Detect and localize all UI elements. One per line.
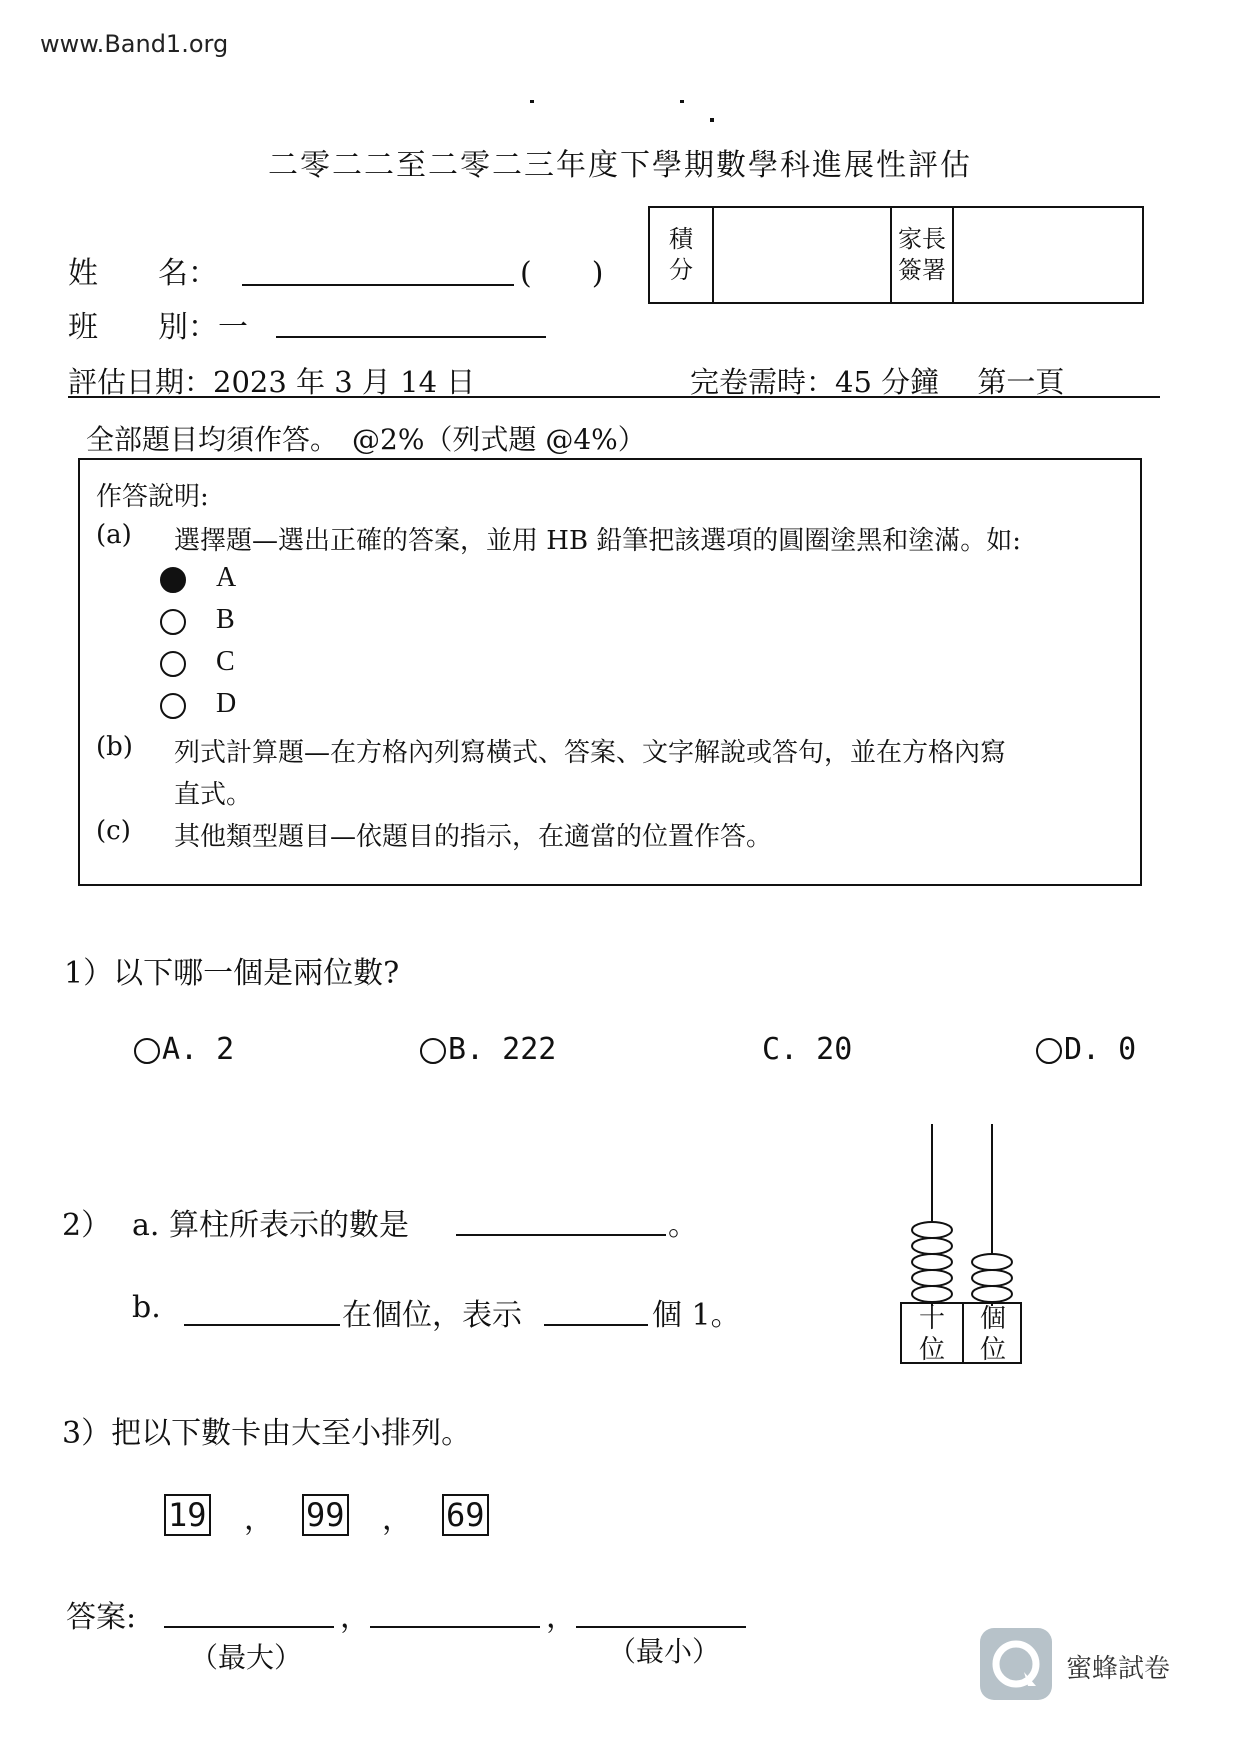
instruction-c-text: 其他類型題目—依題目的指示，在適當的位置作答。 [174, 822, 773, 852]
q1-choice-c[interactable]: C. 20 [762, 1032, 853, 1067]
q1-choice-b[interactable]: B. 222 [420, 1032, 556, 1067]
example-option-c: C [160, 646, 235, 678]
abacus-bead [912, 1286, 952, 1302]
abacus-bead [972, 1254, 1012, 1270]
abacus-bead [912, 1222, 952, 1238]
number-card: 69 [442, 1494, 489, 1536]
page-title: 二零二二至二零二三年度下學期數學科進展性評估 [268, 148, 972, 183]
stray-mark [530, 100, 534, 103]
instruction-b-text-cont: 直式。 [174, 780, 253, 810]
class-field[interactable] [276, 336, 546, 338]
class-number-paren: ( ) [520, 256, 604, 291]
tens-beads [912, 1222, 952, 1302]
answer-smallest-field[interactable] [576, 1626, 746, 1628]
logo-icon [980, 1628, 1052, 1700]
q1-choice-a[interactable]: A. 2 [134, 1032, 234, 1067]
answer-separator: ， [340, 1600, 370, 1635]
watermark-url: www.Band1.org [40, 30, 229, 58]
stray-mark [680, 100, 684, 103]
requirement-note: 全部題目均須作答。 @2%（列式題 @4%） [86, 423, 646, 456]
question-2a-text: a. 算柱所表示的數是 [132, 1208, 409, 1243]
name-label: 姓 名： [68, 256, 218, 291]
score-label: 積 分 [649, 207, 713, 303]
abacus-bead [972, 1270, 1012, 1286]
abacus-bead [972, 1286, 1012, 1302]
abacus-bead [912, 1270, 952, 1286]
filled-circle-icon [160, 567, 186, 593]
question-2b-label: b. [132, 1290, 161, 1325]
name-field[interactable] [242, 284, 514, 286]
instruction-b-text: 列式計算題—在方格內列寫橫式、答案、文字解說或答句，並在方格內寫 [174, 738, 1007, 768]
ones-beads [972, 1254, 1012, 1302]
question-1-text: 1）以下哪一個是兩位數? [64, 956, 400, 991]
q2a-answer-field[interactable] [456, 1234, 666, 1236]
ones-place-label: 個 位 [979, 1304, 1006, 1366]
abacus-bead [912, 1238, 952, 1254]
example-option-a: A [160, 562, 236, 594]
parent-sign-label: 家長 簽署 [891, 207, 953, 303]
q2b-count-field[interactable] [544, 1324, 648, 1326]
circle-icon [160, 693, 186, 719]
answer-label: 答案: [66, 1600, 137, 1635]
score-box[interactable] [713, 207, 891, 303]
instruction-c-mark: (c) [96, 816, 131, 846]
parent-sign-box[interactable] [953, 207, 1143, 303]
circle-icon [1036, 1038, 1062, 1064]
abacus-bead [912, 1254, 952, 1270]
q2b-digit-field[interactable] [184, 1324, 340, 1326]
circle-icon [160, 609, 186, 635]
circle-icon [134, 1038, 160, 1064]
instruction-a-text: 選擇題—選出正確的答案，並用 HB 鉛筆把該選項的圓圈塗黑和塗滿。如: [174, 526, 1022, 556]
question-2a-end: 。 [668, 1208, 698, 1243]
brand-name: 蜜蜂試卷 [1066, 1654, 1171, 1684]
circle-icon [160, 651, 186, 677]
date-underline [68, 396, 1160, 398]
largest-label: （最大） [190, 1641, 303, 1674]
brand-logo [980, 1628, 1052, 1700]
card-separator: ， [244, 1502, 274, 1537]
question-2-number: 2） [62, 1208, 112, 1243]
question-2b-middle: 在個位，表示 [342, 1298, 522, 1333]
instruction-a-mark: (a) [96, 520, 132, 550]
assessment-date: 評估日期：2023 年 3 月 14 日 [68, 365, 476, 399]
question-2b-end: 個 1。 [652, 1298, 741, 1333]
circle-icon [420, 1038, 446, 1064]
instruction-b-mark: (b) [96, 732, 133, 762]
stray-mark [710, 118, 714, 122]
q1-choice-d[interactable]: D. 0 [1036, 1032, 1136, 1067]
tens-place-label: 十 位 [902, 1304, 964, 1362]
score-table [648, 206, 1144, 304]
question-3-text: 3）把以下數卡由大至小排列。 [62, 1416, 472, 1451]
answer-middle-field[interactable] [370, 1626, 540, 1628]
instructions-heading: 作答說明: [96, 482, 209, 512]
example-option-d: D [160, 688, 236, 720]
class-label: 班 別：一 [68, 310, 248, 345]
answer-separator: ， [546, 1600, 576, 1635]
duration-page: 完卷需時：45 分鐘 第一頁 [690, 365, 1065, 399]
answer-largest-field[interactable] [164, 1626, 334, 1628]
card-separator: ， [382, 1502, 412, 1537]
number-card: 19 [164, 1494, 211, 1536]
abacus-base [900, 1302, 1022, 1364]
example-option-b: B [160, 604, 235, 636]
smallest-label: （最小） [608, 1635, 721, 1668]
number-card: 99 [302, 1494, 349, 1536]
